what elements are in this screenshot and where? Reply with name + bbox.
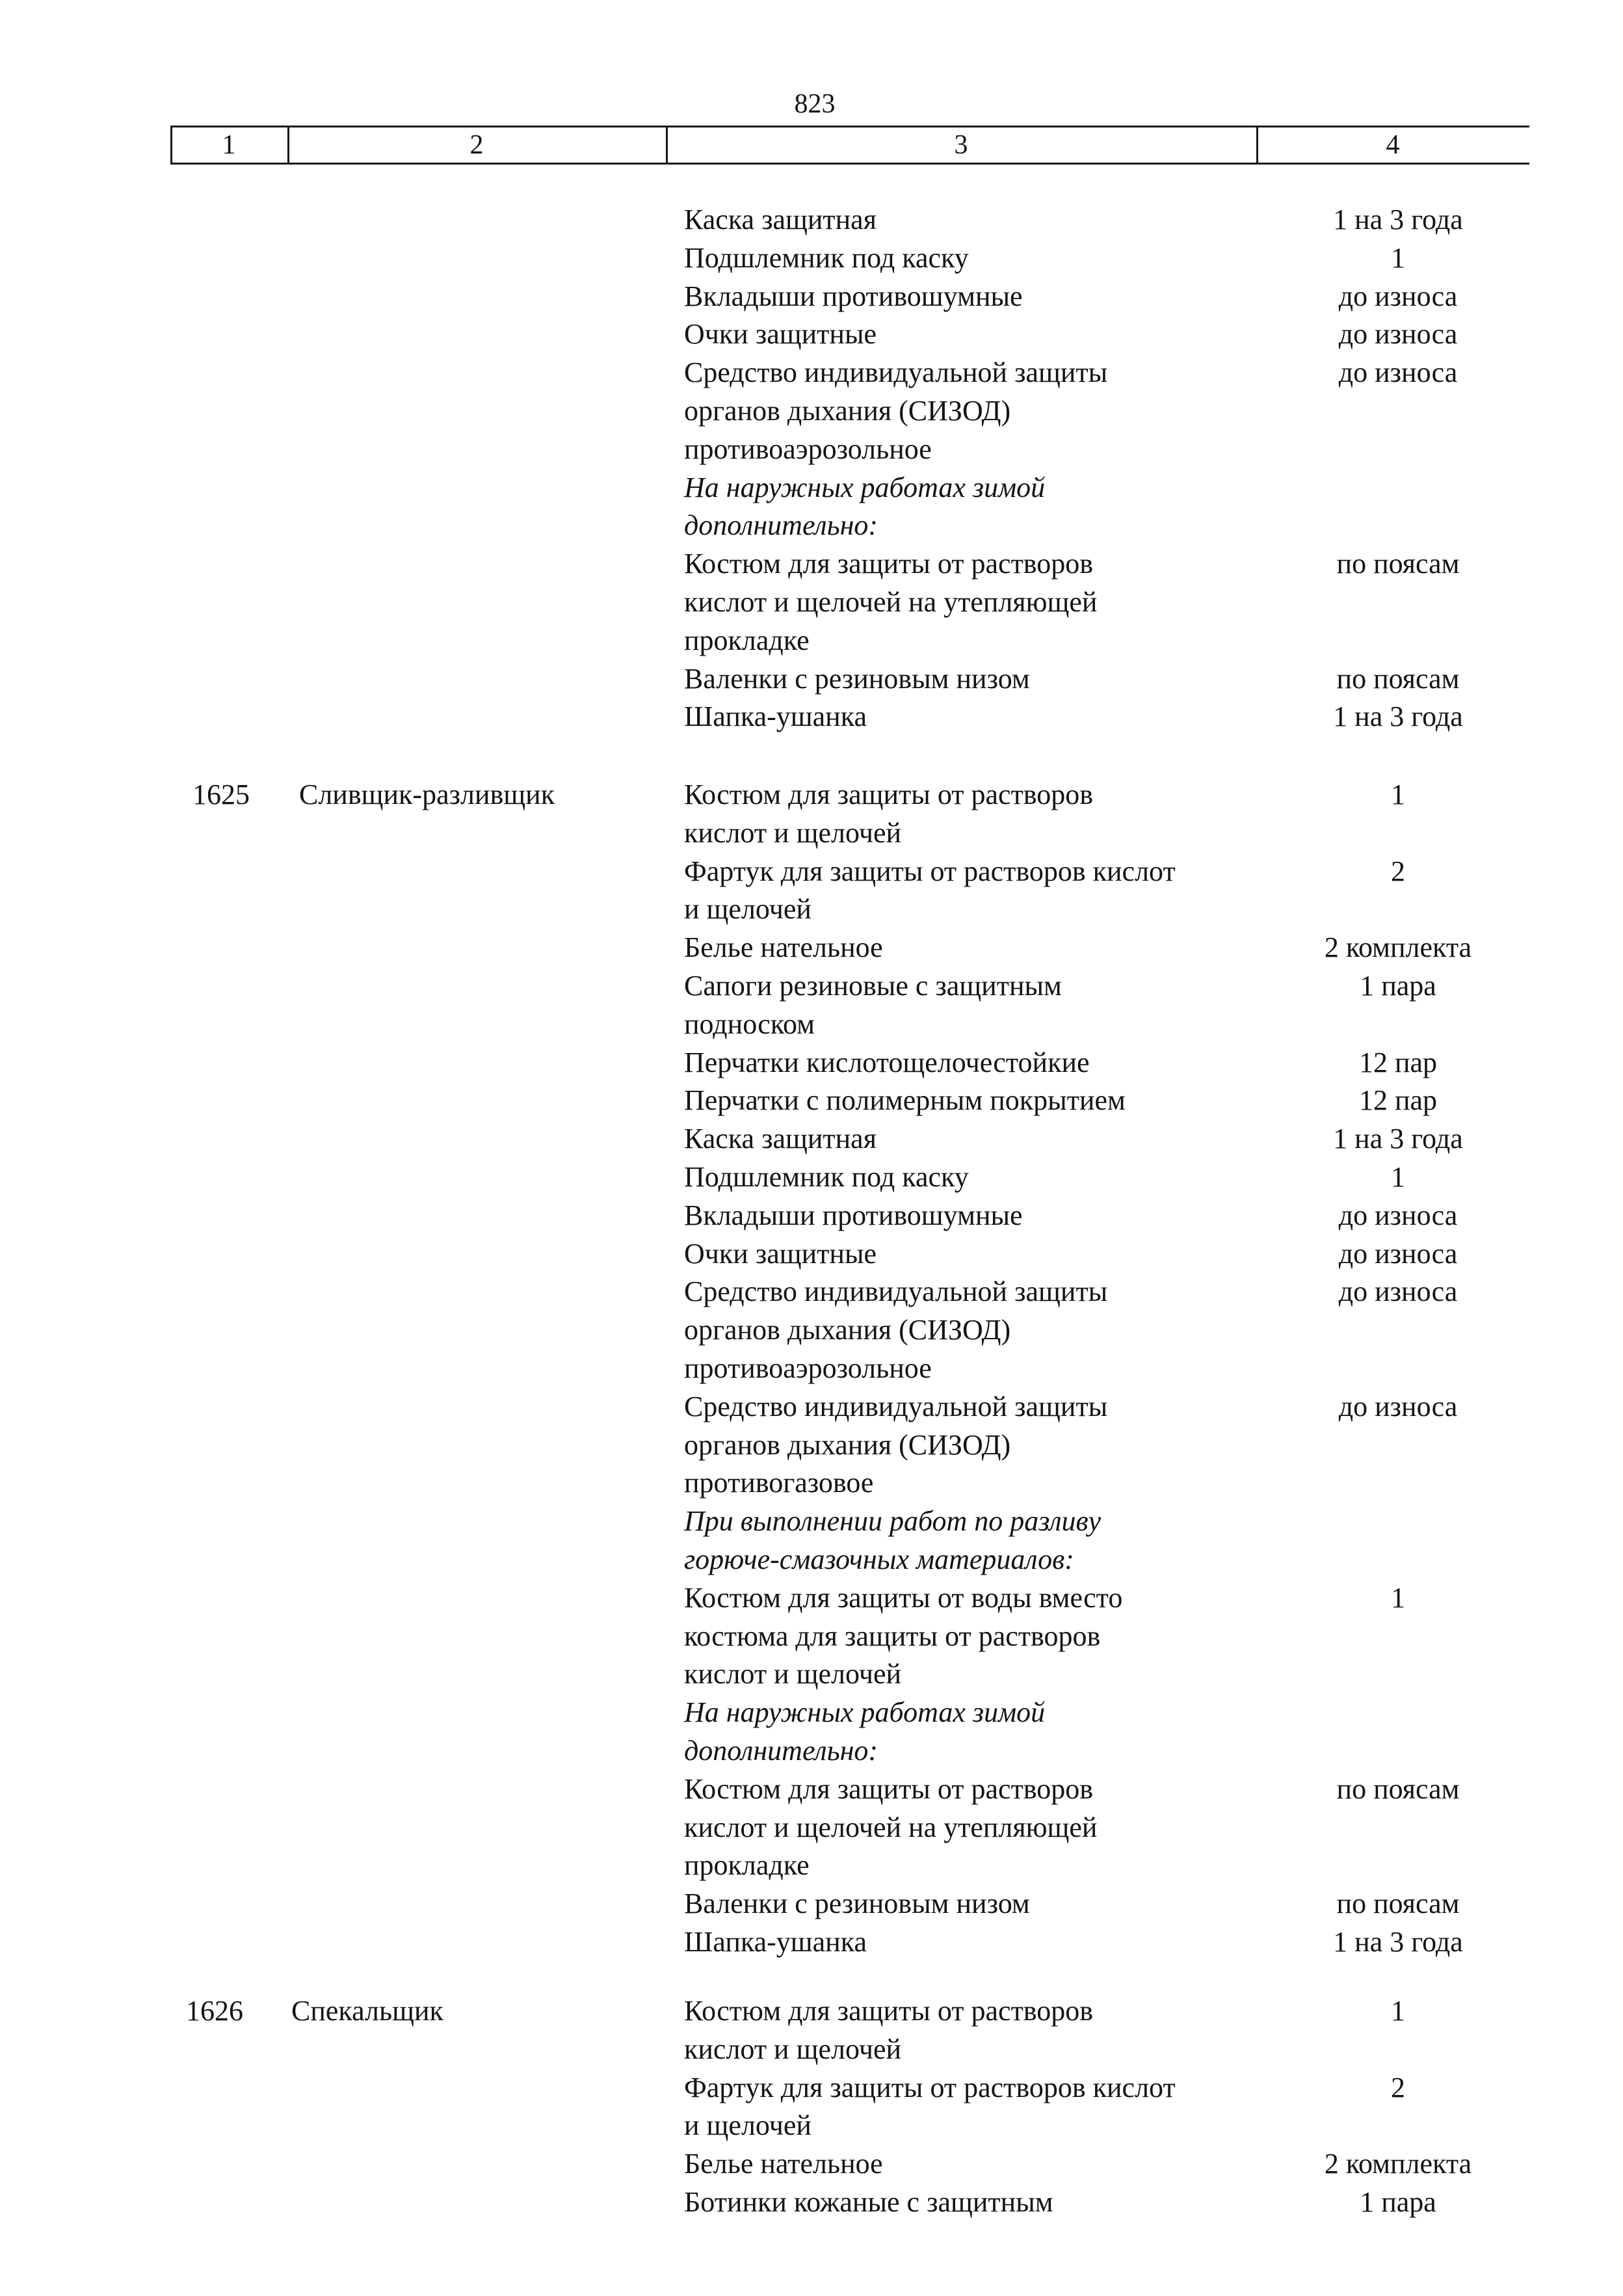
item-norm: 1: [1391, 242, 1405, 274]
item-norm: до износа: [1338, 318, 1458, 350]
item-name: Перчатки кислотощелочестойкие: [684, 1047, 1090, 1078]
item-norm: до износа: [1338, 1391, 1458, 1422]
profession-name: Спекальщик: [291, 1995, 443, 2027]
item-name: Средство индивидуальной защиты: [684, 1275, 1108, 1307]
page-number: 823: [794, 89, 836, 119]
item-name: Валенки с резиновым низом: [684, 663, 1030, 695]
item-name: органов дыхания (СИЗОД): [684, 395, 1011, 427]
section-note: дополнительно:: [684, 509, 878, 541]
item-norm: 1: [1391, 779, 1405, 810]
item-name: Костюм для защиты от воды вместо: [684, 1582, 1123, 1614]
item-norm: 1: [1391, 1582, 1405, 1614]
item-name: противоаэрозольное: [684, 1352, 932, 1384]
item-name: прокладке: [684, 1849, 810, 1881]
item-name: Вкладыши противошумные: [684, 280, 1023, 312]
item-norm: до износа: [1338, 1238, 1458, 1270]
item-name: Очки защитные: [684, 318, 877, 350]
item-name: Ботинки кожаные с защитным: [684, 2186, 1053, 2218]
item-name: Шапка-ушанка: [684, 701, 867, 732]
section-note: дополнительно:: [684, 1735, 878, 1767]
item-name: Вкладыши противошумные: [684, 1199, 1023, 1231]
item-name: Перчатки с полимерным покрытием: [684, 1084, 1126, 1116]
item-norm: 12 пар: [1358, 1047, 1438, 1078]
row-number: 1625: [192, 779, 250, 810]
section-note: На наружных работах зимой: [684, 1696, 1046, 1728]
item-name: Очки защитные: [684, 1238, 877, 1270]
item-name: Белье нательное: [684, 2148, 883, 2180]
item-name: и щелочей: [684, 893, 812, 925]
item-name: Средство индивидуальной защиты: [684, 356, 1108, 388]
item-norm: до износа: [1338, 356, 1458, 388]
item-norm: 2 комплекта: [1324, 2148, 1472, 2180]
item-name: Каска защитная: [684, 204, 877, 235]
item-norm: 1: [1391, 1161, 1405, 1193]
section-note: При выполнении работ по разливу: [684, 1505, 1102, 1537]
item-name: костюма для защиты от растворов: [684, 1620, 1101, 1652]
item-name: подноском: [684, 1008, 815, 1040]
item-norm: до износа: [1338, 1275, 1458, 1307]
item-name: кислот и щелочей: [684, 1658, 902, 1690]
item-norm: 2: [1391, 855, 1405, 887]
header-col-3: 3: [954, 130, 968, 160]
item-norm: 1 на 3 года: [1333, 701, 1463, 732]
item-name: кислот и щелочей на утепляющей: [684, 1811, 1098, 1843]
row-number: 1626: [186, 1995, 243, 2027]
item-name: Костюм для защиты от растворов: [684, 1773, 1094, 1805]
item-name: и щелочей: [684, 2109, 812, 2141]
item-norm: 1 пара: [1360, 970, 1436, 1002]
item-name: противоаэрозольное: [684, 433, 932, 465]
item-norm: по поясам: [1336, 1888, 1460, 1919]
item-name: Костюм для защиты от растворов: [684, 1995, 1094, 2027]
item-norm: по поясам: [1336, 548, 1460, 580]
item-name: Костюм для защиты от растворов: [684, 779, 1094, 810]
item-name: Костюм для защиты от растворов: [684, 548, 1094, 580]
item-name: Подшлемник под каску: [684, 242, 969, 274]
item-norm: до износа: [1338, 280, 1458, 312]
item-name: Фартук для защиты от растворов кислот: [684, 855, 1176, 887]
item-name: Сапоги резиновые с защитным: [684, 970, 1062, 1002]
section-note: На наружных работах зимой: [684, 472, 1046, 503]
item-name: кислот и щелочей: [684, 2033, 902, 2065]
item-norm: 2: [1391, 2072, 1405, 2103]
section-note: горюче-смазочных материалов:: [684, 1543, 1074, 1575]
header-col-4: 4: [1386, 130, 1400, 160]
item-name: прокладке: [684, 624, 810, 656]
item-name: кислот и щелочей: [684, 817, 902, 849]
item-name: Подшлемник под каску: [684, 1161, 969, 1193]
item-norm: 1 на 3 года: [1333, 204, 1463, 235]
item-norm: 2 комплекта: [1324, 931, 1472, 963]
item-norm: 1 на 3 года: [1333, 1123, 1463, 1155]
item-norm: 1 пара: [1360, 2186, 1436, 2218]
item-name: кислот и щелочей на утепляющей: [684, 586, 1098, 618]
item-name: Средство индивидуальной защиты: [684, 1391, 1108, 1422]
item-name: Фартук для защиты от растворов кислот: [684, 2072, 1176, 2103]
table-header: [170, 126, 1529, 165]
item-norm: 1 на 3 года: [1333, 1926, 1463, 1958]
item-norm: 1: [1391, 1995, 1405, 2027]
item-norm: до износа: [1338, 1199, 1458, 1231]
item-name: Валенки с резиновым низом: [684, 1888, 1030, 1919]
item-name: Белье нательное: [684, 931, 883, 963]
item-name: органов дыхания (СИЗОД): [684, 1429, 1011, 1461]
header-col-1: 1: [222, 130, 236, 160]
item-norm: по поясам: [1336, 1773, 1460, 1805]
profession-name: Сливщик-разливщик: [299, 779, 555, 810]
item-name: Каска защитная: [684, 1123, 877, 1155]
header-col-2: 2: [469, 130, 484, 160]
item-name: противогазовое: [684, 1467, 874, 1499]
item-name: органов дыхания (СИЗОД): [684, 1314, 1011, 1346]
item-norm: 12 пар: [1358, 1084, 1438, 1116]
item-norm: по поясам: [1336, 663, 1460, 695]
item-name: Шапка-ушанка: [684, 1926, 867, 1958]
